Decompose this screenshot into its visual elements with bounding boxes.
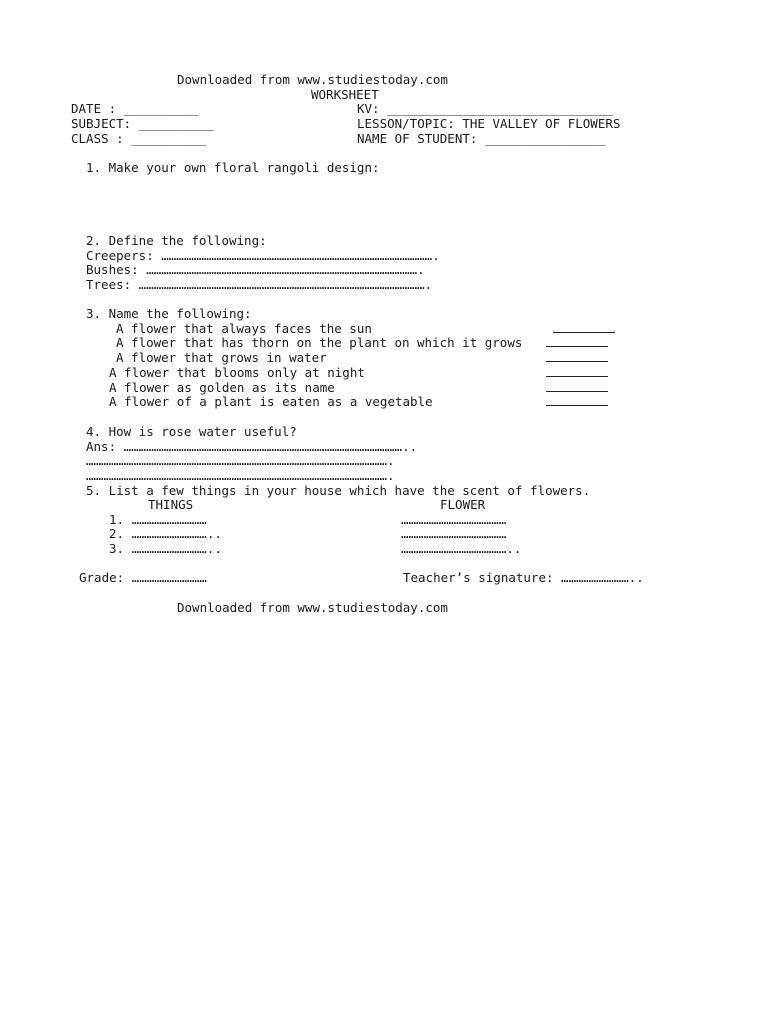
download-note-top: Downloaded from www.studiestoday.com [177, 72, 448, 87]
answer-line: …………………………………………………………………………………………………………. [86, 453, 395, 468]
bushes-line: Bushes: ………………………………………………………………………………………………. [86, 262, 425, 277]
q3-blank [546, 335, 608, 350]
q3-item: A flower that grows in water [116, 350, 327, 365]
q3-blank [546, 380, 608, 395]
question-4: 4. How is rose water useful? [86, 424, 297, 439]
flower-line: …………………………………….. [401, 541, 522, 556]
worksheet-title: WORKSHEET [311, 87, 379, 102]
thing-line: 3. ………………………….. [109, 541, 222, 556]
teacher-signature-field: Teacher’s signature: ……………………….. [403, 570, 644, 585]
q3-blank [546, 365, 608, 380]
q3-item: A flower as golden as its name [109, 380, 335, 395]
question-2: 2. Define the following: [86, 233, 267, 248]
grade-field: Grade: ………………………… [79, 570, 207, 585]
student-name-field: NAME OF STUDENT: ________________ [357, 131, 606, 146]
trees-line: Trees: ……………………………………………………………………………………………………. [86, 277, 433, 292]
q3-item: A flower that always faces the sun [116, 321, 372, 336]
answer-line: …………………………………………………………………………………………………………. [86, 468, 395, 483]
question-3: 3. Name the following: [86, 306, 252, 321]
thing-line: 2. ………………………….. [109, 526, 222, 541]
question-5: 5. List a few things in your house which have the scent of flowers. [86, 483, 591, 498]
q3-blank [546, 394, 608, 409]
kv-field: KV: ______________________________ [357, 101, 613, 116]
answer-line: Ans: ………………………………………………………………………………………………….. [86, 439, 418, 454]
flower-line: …………………………………… [401, 526, 507, 541]
thing-line: 1. ………………………… [109, 512, 207, 527]
q3-blank [546, 350, 608, 365]
question-1: 1. Make your own floral rangoli design: [86, 160, 380, 175]
q3-item: A flower that blooms only at night [109, 365, 365, 380]
things-header: THINGS [148, 497, 194, 512]
date-field: DATE : __________ [71, 101, 199, 116]
flower-line: …………………………………… [401, 512, 507, 527]
lesson-topic: LESSON/TOPIC: THE VALLEY OF FLOWERS [357, 116, 621, 131]
q3-item: A flower that has thorn on the plant on which it grows [116, 335, 523, 350]
q3-blank [553, 321, 615, 336]
flower-header: FLOWER [440, 497, 486, 512]
q3-item: A flower of a plant is eaten as a vegetable [109, 394, 433, 409]
download-note-bottom: Downloaded from www.studiestoday.com [177, 600, 448, 615]
class-field: CLASS : __________ [71, 131, 207, 146]
creepers-line: Creepers: ………………………………………………………………………………………………. [86, 248, 440, 263]
subject-field: SUBJECT: __________ [71, 116, 214, 131]
